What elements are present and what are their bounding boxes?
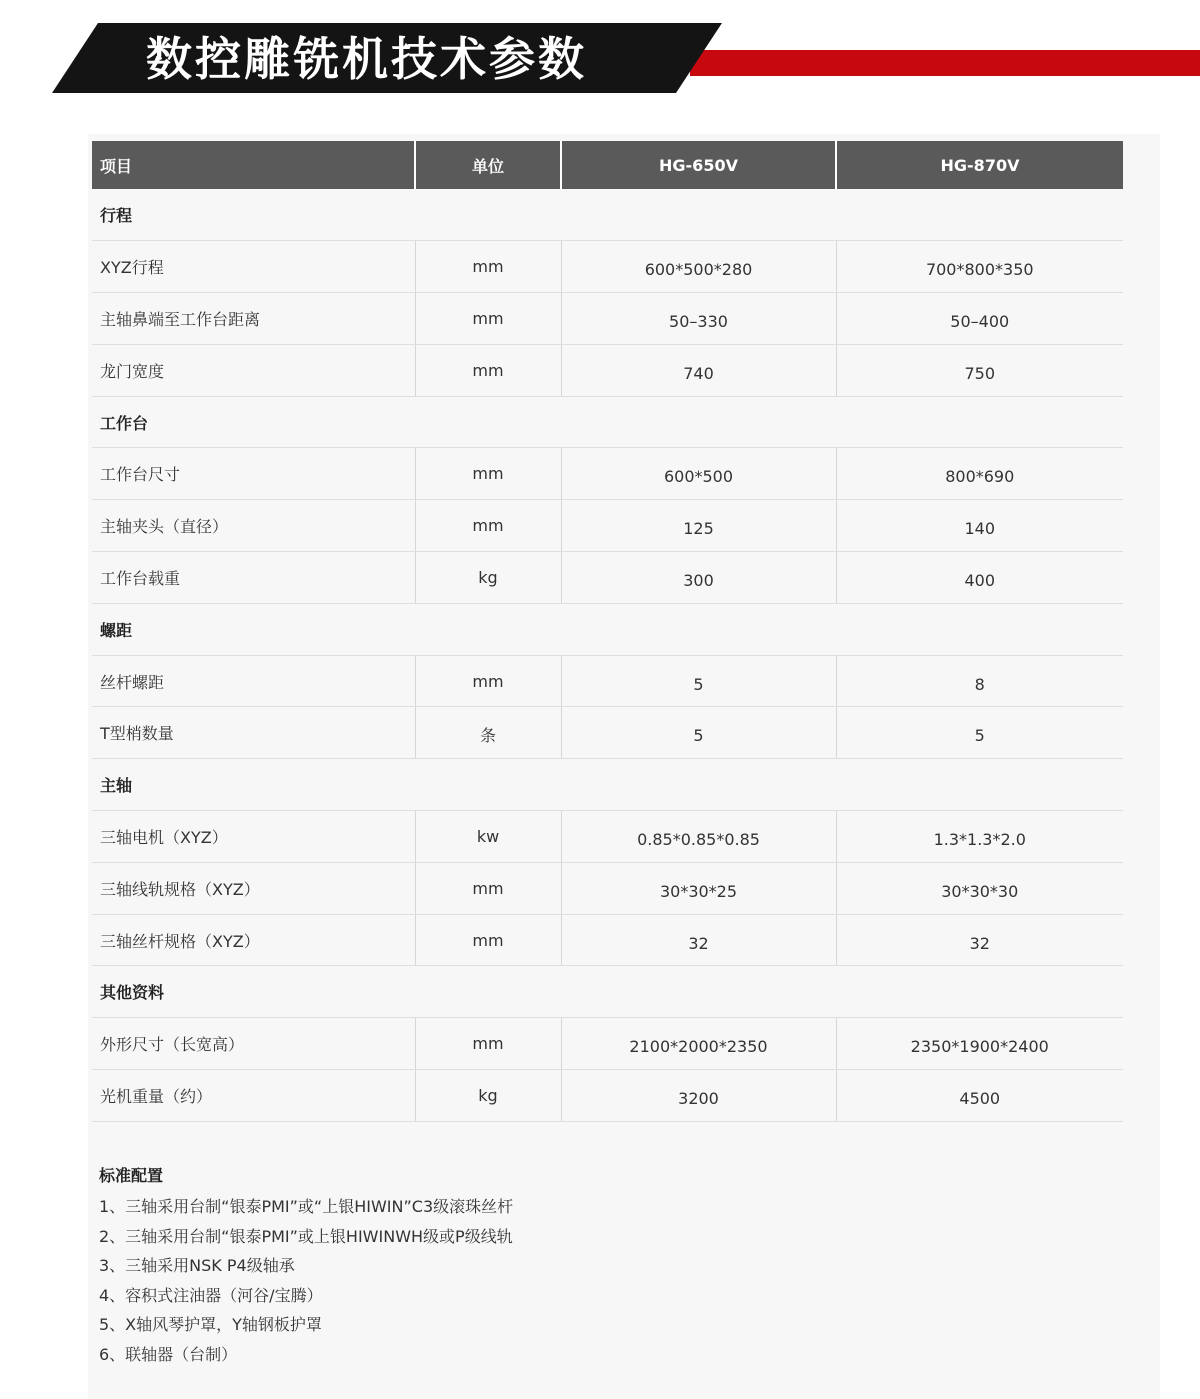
value-hg-650v: 3200 — [561, 1070, 836, 1122]
table-row — [92, 811, 1123, 863]
param-name: 工作台尺寸 — [92, 448, 415, 500]
banner-red-stripe — [690, 50, 1200, 76]
value-hg-870v: 4500 — [836, 1070, 1123, 1122]
spec-table — [92, 141, 1123, 1122]
standard-config — [99, 1160, 899, 1370]
spec-table-body — [92, 189, 1123, 1121]
config-item: 4、容积式注油器（河谷/宝腾） — [99, 1285, 323, 1305]
param-unit: kg — [415, 552, 561, 604]
table-row — [92, 552, 1123, 604]
param-name: 主轴夹头（直径） — [92, 500, 415, 552]
header-item: 项目 — [92, 141, 415, 189]
section-row — [92, 966, 1123, 1018]
value-hg-870v: 800*690 — [836, 448, 1123, 500]
param-unit: mm — [415, 241, 561, 293]
param-unit: mm — [415, 293, 561, 345]
value-hg-650v: 600*500*280 — [561, 241, 836, 293]
param-name: 丝杆螺距 — [92, 655, 415, 707]
value-hg-650v: 5 — [561, 655, 836, 707]
param-name: T型梢数量 — [92, 707, 415, 759]
standard-config-title: 标准配置 — [99, 1166, 164, 1185]
value-hg-650v: 600*500 — [561, 448, 836, 500]
config-item: 3、三轴采用NSK P4级轴承 — [99, 1256, 295, 1276]
section-title: 行程 — [92, 189, 1123, 241]
section-row — [92, 603, 1123, 655]
param-unit: kw — [415, 811, 561, 863]
value-hg-650v: 32 — [561, 914, 836, 966]
param-unit: mm — [415, 1018, 561, 1070]
value-hg-650v: 2100*2000*2350 — [561, 1018, 836, 1070]
value-hg-870v: 50–400 — [836, 293, 1123, 345]
header-model-2: HG-870V — [836, 141, 1123, 189]
table-row — [92, 707, 1123, 759]
value-hg-870v: 1.3*1.3*2.0 — [836, 811, 1123, 863]
table-row — [92, 1018, 1123, 1070]
param-name: 主轴鼻端至工作台距离 — [92, 293, 415, 345]
section-title: 其他资料 — [92, 966, 1123, 1018]
table-row — [92, 1070, 1123, 1122]
param-unit: mm — [415, 344, 561, 396]
table-row — [92, 500, 1123, 552]
section-title: 螺距 — [92, 603, 1123, 655]
param-unit: mm — [415, 500, 561, 552]
value-hg-650v: 30*30*25 — [561, 862, 836, 914]
value-hg-870v: 400 — [836, 552, 1123, 604]
table-row — [92, 344, 1123, 396]
section-row — [92, 396, 1123, 448]
value-hg-870v: 700*800*350 — [836, 241, 1123, 293]
value-hg-870v: 30*30*30 — [836, 862, 1123, 914]
value-hg-870v: 5 — [836, 707, 1123, 759]
page-title: 数控雕铣机技术参数 — [146, 32, 587, 86]
value-hg-870v: 8 — [836, 655, 1123, 707]
param-name: XYZ行程 — [92, 241, 415, 293]
param-name: 三轴丝杆规格（XYZ） — [92, 914, 415, 966]
table-row — [92, 862, 1123, 914]
section-row — [92, 759, 1123, 811]
config-item: 6、联轴器（台制） — [99, 1344, 238, 1364]
table-row — [92, 448, 1123, 500]
header-model-1: HG-650V — [561, 141, 836, 189]
value-hg-870v: 750 — [836, 344, 1123, 396]
section-row — [92, 189, 1123, 241]
value-hg-870v: 140 — [836, 500, 1123, 552]
config-item: 5、X轴风琴护罩，Y轴钢板护罩 — [99, 1315, 322, 1335]
value-hg-650v: 740 — [561, 344, 836, 396]
param-unit: 条 — [415, 707, 561, 759]
value-hg-870v: 32 — [836, 914, 1123, 966]
section-title: 主轴 — [92, 759, 1123, 811]
table-header-row — [92, 141, 1123, 189]
param-name: 光机重量（约） — [92, 1070, 415, 1122]
param-unit: mm — [415, 655, 561, 707]
param-name: 三轴电机（XYZ） — [92, 811, 415, 863]
section-title: 工作台 — [92, 396, 1123, 448]
param-name: 三轴线轨规格（XYZ） — [92, 862, 415, 914]
value-hg-650v: 0.85*0.85*0.85 — [561, 811, 836, 863]
value-hg-650v: 300 — [561, 552, 836, 604]
param-unit: kg — [415, 1070, 561, 1122]
value-hg-870v: 2350*1900*2400 — [836, 1018, 1123, 1070]
table-row — [92, 241, 1123, 293]
param-unit: mm — [415, 914, 561, 966]
param-unit: mm — [415, 448, 561, 500]
value-hg-650v: 125 — [561, 500, 836, 552]
table-row — [92, 914, 1123, 966]
config-item: 1、三轴采用台制“银泰PMI”或“上银HIWIN”C3级滚珠丝杆 — [99, 1197, 514, 1216]
table-row — [92, 293, 1123, 345]
param-unit: mm — [415, 862, 561, 914]
param-name: 工作台载重 — [92, 552, 415, 604]
config-item: 2、三轴采用台制“银泰PMI”或上银HIWINWH级或P级线轨 — [99, 1226, 513, 1246]
value-hg-650v: 5 — [561, 707, 836, 759]
param-name: 外形尺寸（长宽高） — [92, 1018, 415, 1070]
title-banner — [0, 0, 1200, 110]
param-name: 龙门宽度 — [92, 344, 415, 396]
header-unit: 单位 — [415, 141, 561, 189]
value-hg-650v: 50–330 — [561, 293, 836, 345]
table-row — [92, 655, 1123, 707]
